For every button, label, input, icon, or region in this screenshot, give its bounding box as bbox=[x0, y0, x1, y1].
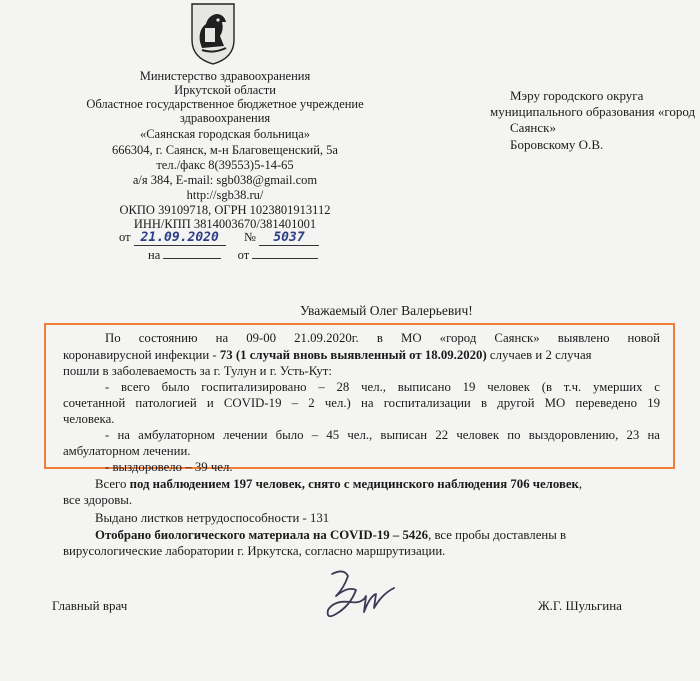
recipient-municipality: муниципального образования «город bbox=[490, 104, 696, 119]
paragraph-4: - выздоровело – 39 чел. bbox=[105, 460, 233, 474]
ref-ot-label: от bbox=[237, 248, 250, 262]
date-prefix: от bbox=[119, 230, 131, 244]
recipient-title: Мэру городского округа bbox=[510, 88, 644, 103]
sender-institution-type-2: здравоохранения bbox=[179, 111, 271, 125]
document-number: 5037 bbox=[259, 230, 319, 246]
sender-region: Иркутской области bbox=[174, 83, 276, 97]
p5-text-a: Всего bbox=[95, 477, 130, 491]
number-prefix: № bbox=[243, 230, 256, 244]
paragraph-5-line-1 bbox=[95, 477, 660, 492]
paragraph-2-line-2: сочетанной патологией и COVID-19 – 2 чел.) на госпитализации в другой МО переведено 19 bbox=[63, 396, 660, 410]
greeting: Уважаемый Олег Валерьевич! bbox=[300, 303, 473, 318]
p1-bold-count: 73 (1 случай вновь выявленный от 18.09.2020) bbox=[219, 348, 487, 362]
signature-position: Главный врач bbox=[52, 598, 128, 613]
paragraph-7-line-2: вирусологические лаборатории г. Иркутска, согласно маршрутизации. bbox=[63, 544, 446, 558]
p7-bold-samples: Отобрано биологического материала на COVID-19 – 5426 bbox=[95, 528, 429, 542]
handwritten-signature bbox=[322, 566, 400, 624]
paragraph-6: Выдано листков нетрудоспособности - 131 bbox=[95, 511, 330, 525]
paragraph-1-line-1: По состоянию на 09-00 21.09.2020г. в МО «город Саянск» выявлено новой bbox=[105, 331, 660, 345]
p5-bold-observation: под наблюдением 197 человек, снято с медицинского наблюдения 706 человек bbox=[129, 477, 579, 491]
paragraph-7-line-1 bbox=[95, 528, 660, 543]
sender-website: http://sgb38.ru/ bbox=[186, 188, 264, 202]
paragraph-1-line-2 bbox=[63, 348, 592, 363]
p1-text-a: коронавирусной инфекции - bbox=[63, 348, 220, 362]
paragraph-3-line-1: - на амбулаторном лечении было – 45 чел., выписан 22 человек по выздоровлению, 23 на bbox=[105, 428, 660, 442]
p1-text-c: случаев и 2 случая bbox=[486, 348, 592, 362]
recipient-name: Боровскому О.В. bbox=[510, 137, 604, 152]
paragraph-5-line-2: все здоровы. bbox=[63, 493, 133, 507]
paragraph-3-line-2: амбулаторном лечении. bbox=[63, 444, 191, 458]
signature-name: Ж.Г. Шульгина bbox=[538, 598, 622, 613]
reference-line bbox=[148, 248, 318, 263]
recipient-city: Саянск» bbox=[510, 120, 556, 135]
paragraph-2-line-3: человека. bbox=[63, 412, 115, 426]
sender-email: а/я 384, E-mail: sgb038@gmail.com bbox=[132, 173, 318, 187]
coat-of-arms-emblem bbox=[188, 2, 238, 66]
sender-institution-type: Областное государственное бюджетное учреждение bbox=[86, 97, 364, 111]
paragraph-2-line-1: - всего было госпитализировано – 28 чел., выписано 19 человек (в т.ч. умерших с bbox=[105, 380, 660, 394]
sender-hospital-name: «Саянская городская больница» bbox=[139, 127, 311, 141]
p5-text-c: , bbox=[578, 477, 583, 491]
sender-phone: тел./факс 8(39553)5-14-65 bbox=[156, 158, 294, 172]
paragraph-1-line-3: пошли в заболеваемость за г. Тулун и г. Усть-Кут: bbox=[63, 364, 332, 378]
document-date: 21.09.2020 bbox=[134, 230, 226, 246]
sender-inn: ИНН/КПП 3814003670/381401001 bbox=[133, 217, 317, 231]
sender-address: 666304, г. Саянск, м-н Благовещенский, 5а bbox=[112, 143, 338, 157]
document-date-number bbox=[119, 230, 319, 246]
sender-ministry: Министерство здравоохранения bbox=[139, 69, 311, 83]
sender-okpo: ОКПО 39109718, ОГРН 1023801913112 bbox=[119, 203, 331, 217]
ref-na-label: на bbox=[148, 248, 161, 262]
p7-text-b: , все пробы доставлены в bbox=[428, 528, 567, 542]
